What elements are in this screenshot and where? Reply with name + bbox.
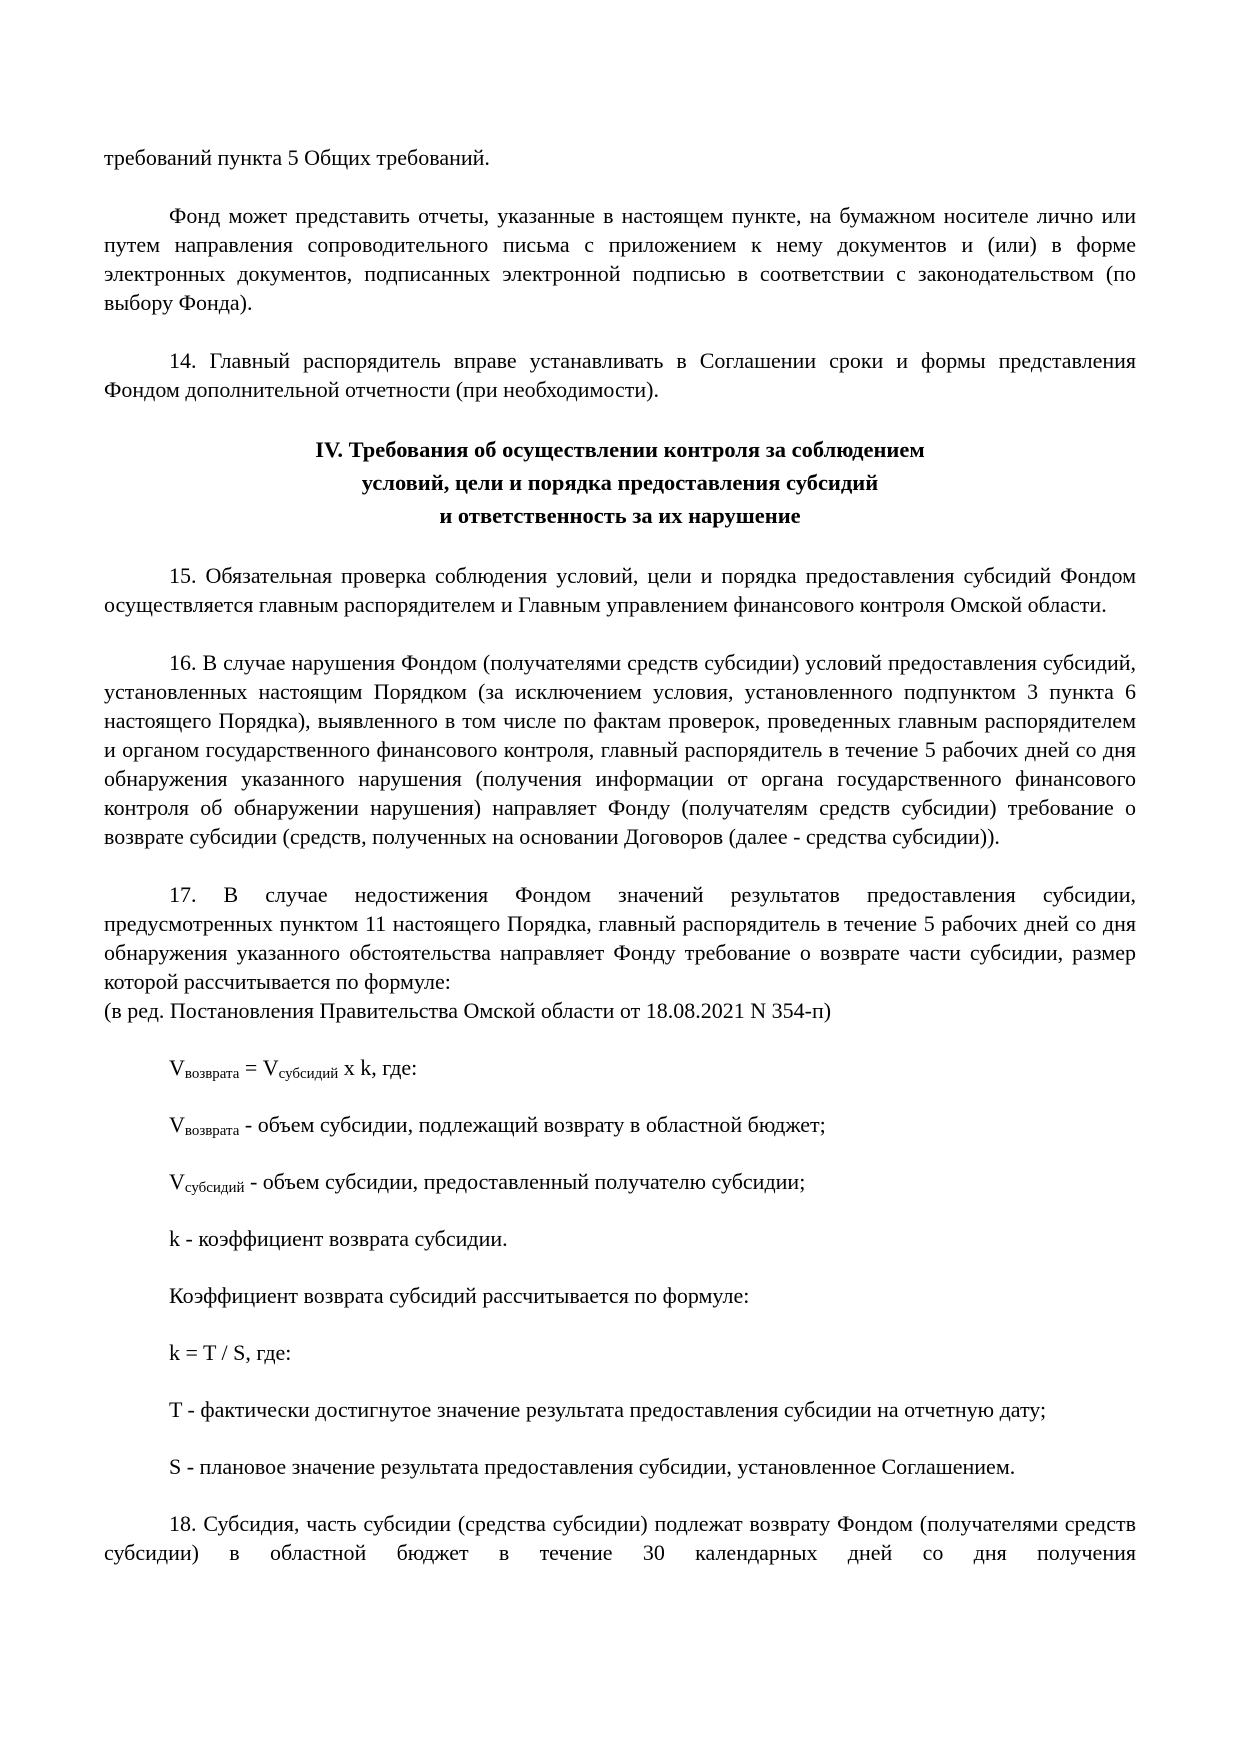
definition-v-return-text: - объем субсидии, подлежащий возврату в областной бюджет; <box>239 1112 826 1137</box>
formula-v-subsidy-subscript: субсидий <box>278 1066 339 1083</box>
edit-revision-note: (в ред. Постановления Правительства Омской области от 18.08.2021 N 354-п) <box>104 998 832 1023</box>
formula-v-return-rest: x k, где: <box>338 1055 418 1080</box>
definition-v-return-base: V <box>169 1112 185 1137</box>
definition-s: S - плановое значение результата предоставления субсидии, установленное Соглашением. <box>169 1454 1016 1479</box>
formula-v-return-mid: = V <box>239 1055 279 1080</box>
definition-v-return <box>104 1110 1136 1139</box>
definition-v-subsidy <box>104 1167 1136 1196</box>
formula-v-return-base: V <box>169 1055 185 1080</box>
formula-k: k = T / S, где: <box>169 1340 292 1365</box>
section-heading-line-2: условий, цели и порядка предоставления субсидий <box>361 470 879 495</box>
definition-t: T - фактически достигнутое значение результата предоставления субсидии на отчетную дату; <box>169 1397 1047 1422</box>
paragraph-item-18: 18. Субсидия, часть субсидии (средства субсидии) подлежат возврату Фондом (получателями средств субсидии) в областной бюджет в течение 30 календарных дней со дня получения <box>104 1511 1136 1565</box>
section-heading-line-1: IV. Требования об осуществлении контроля за соблюдением <box>315 437 925 462</box>
paragraph-fund-reports: Фонд может представить отчеты, указанные в настоящем пункте, на бумажном носителе лично или путем направления сопроводительного письма с приложением к нему документов и (или) в форме электронных документов, подписанных электронной подписью в соответствии с законодательством (по выбору Фонда). <box>104 203 1136 315</box>
paragraph-item-16: 16. В случае нарушения Фондом (получателями средств субсидии) условий предоставления субсидий, установленных настоящим Порядком (за исключением условия, установленного подпунктом 3 пункта 6 настоящего Порядка), выявленного в том числе по фактам проверок, проведенных главным распорядителем и органом государственного финансового контроля, главный распорядитель в течение 5 рабочих дней со дня обнаружения указанного нарушения (получения информации от органа государственного финансового контроля об обнаружении нарушения) направляет Фонду (получателям средств субсидии) требование о возврате субсидии (средств, полученных на основании Договоров (далее - средства субсидии)). <box>104 650 1136 849</box>
paragraph-continuation-tail: требований пункта 5 Общих требований. <box>104 145 490 170</box>
paragraph-item-15: 15. Обязательная проверка соблюдения условий, цели и порядка предоставления субсидий Фондом осуществляется главным распорядителем и Главным управлением финансового контроля Омской области. <box>104 563 1136 617</box>
definition-v-subsidy-base: V <box>169 1169 185 1194</box>
paragraph-item-17: 17. В случае недостижения Фондом значений результатов предоставления субсидии, предусмотренных пунктом 11 настоящего Порядка, главный распорядитель в течение 5 рабочих дней со дня обнаружения указанного обстоятельства направляет Фонду требование о возврате части субсидии, размер которой рассчитывается по формуле: <box>104 882 1136 994</box>
formula-v-return <box>104 1053 1136 1082</box>
section-heading <box>104 433 1136 532</box>
definition-v-return-subscript: возврата <box>184 1123 240 1140</box>
definition-v-subsidy-text: - объем субсидии, предоставленный получателю субсидии; <box>244 1169 806 1194</box>
paragraph-k-formula-intro: Коэффициент возврата субсидий рассчитывается по формуле: <box>169 1283 750 1308</box>
definition-v-subsidy-subscript: субсидий <box>184 1180 245 1197</box>
section-heading-line-3: и ответственность за их нарушение <box>439 503 801 528</box>
definition-k: k - коэффициент возврата субсидии. <box>169 1226 508 1251</box>
paragraph-item-14: 14. Главный распорядитель вправе устанавливать в Соглашении сроки и формы представления Фондом дополнительной отчетности (при необходимости). <box>104 348 1136 402</box>
formula-v-return-subscript: возврата <box>184 1066 240 1083</box>
